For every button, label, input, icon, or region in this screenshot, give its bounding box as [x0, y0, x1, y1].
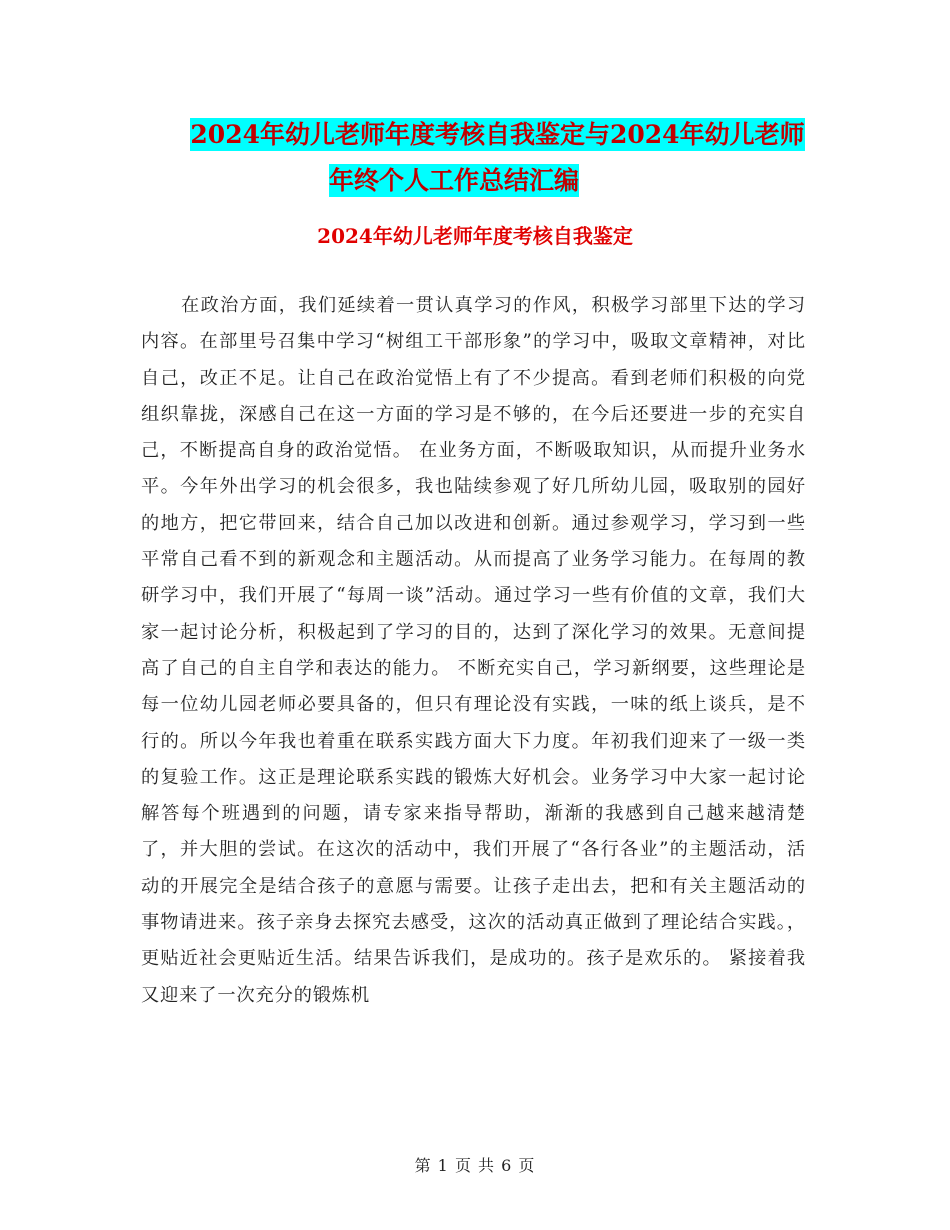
document-title-line-2: 年终个人工作总结汇编: [328, 166, 579, 195]
section-heading: 2024年幼儿老师年度考核自我鉴定: [317, 224, 633, 248]
document-title: [0, 112, 950, 204]
document-title-line-1: 2024年幼儿老师年度考核自我鉴定与2024年幼儿老师: [190, 120, 805, 149]
body-paragraph: 在政治方面，我们延续着一贯认真学习的作风，积极学习部里下达的学习内容。在部里号召集中学习“树组工干部形象”的学习中，吸取文章精神，对比自己，改正不足。让自己在政治觉悟上有了不少提高。看到老师们积极的向党组织靠拢，深感自己在这一方面的学习是不够的，在今后还要进一步的充实自己，不断提高自身的政治觉悟。 在业务方面，不断吸取知识，从而提升业务水平。今年外出学习的机会很多，我也陆续参观了好几所幼儿园，吸取别的园好的地方，把它带回来，结合自己加以改进和创新。通过参观学习，学习到一些平常自己看不到的新观念和主题活动。从而提高了业务学习能力。在每周的教研学习中，我们开展了“每周一谈”活动。通过学习一些有价值的文章，我们大家一起讨论分析，积极起到了学习的目的，达到了深化学习的效果。无意间提高了自己的自主自学和表达的能力。 不断充实自己，学习新纲要，这些理论是每一位幼儿园老师必要具备的，但只有理论没有实践，一味的纸上谈兵，是不行的。所以今年我也着重在联系实践方面大下力度。年初我们迎来了一级一类的复验工作。这正是理论联系实践的锻炼大好机会。业务学习中大家一起讨论解答每个班遇到的问题，请专家来指导帮助，渐渐的我感到自己越来越清楚了，并大胆的尝试。在这次的活动中，我们开展了“各行各业”的主题活动，活动的开展完全是结合孩子的意愿与需要。让孩子走出去，把和有关主题活动的事物请进来。孩子亲身去探究去感受，这次的活动真正做到了理论结合实践。，更贴近社会更贴近生活。结果告诉我们，是成功的。孩子是欢乐的。 紧接着我又迎来了一次充分的锻炼机: [141, 295, 806, 1006]
page-footer: 第 1 页 共 6 页: [414, 1156, 536, 1175]
